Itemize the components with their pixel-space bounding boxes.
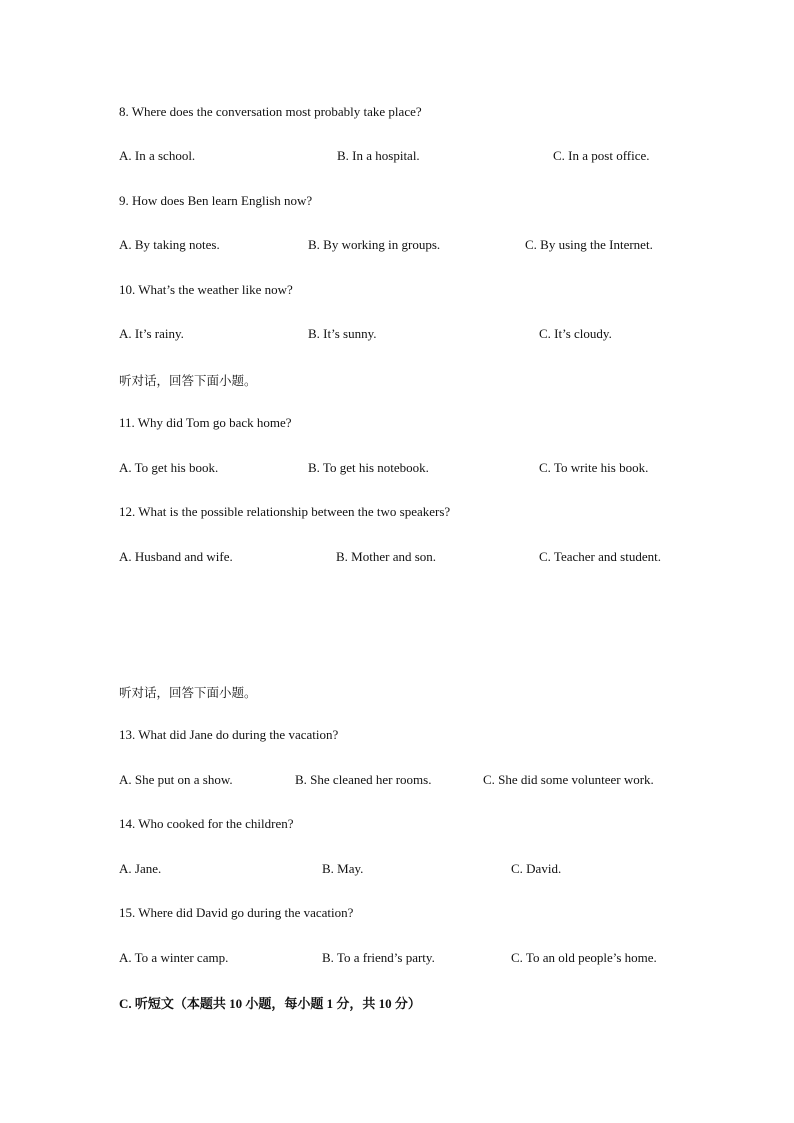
q8-option-c: C. In a post office. bbox=[553, 148, 650, 163]
listening-instruction: 听对话，回答下面小题。 bbox=[119, 685, 257, 700]
q12-option-c: C. Teacher and student. bbox=[539, 549, 661, 564]
q10-option-c: C. It’s cloudy. bbox=[539, 326, 612, 341]
q15-option-b: B. To a friend’s party. bbox=[322, 950, 435, 965]
question-14: 14. Who cooked for the children? bbox=[119, 816, 294, 831]
question-11: 11. Why did Tom go back home? bbox=[119, 415, 292, 430]
section-c-heading: C. 听短文（本题共 10 小题，每小题 1 分，共 10 分） bbox=[119, 996, 421, 1011]
question-15: 15. Where did David go during the vacation? bbox=[119, 905, 354, 920]
question-10: 10. What’s the weather like now? bbox=[119, 282, 293, 297]
q11-option-a: A. To get his book. bbox=[119, 460, 219, 475]
q13-option-a: A. She put on a show. bbox=[119, 772, 233, 787]
q13-option-b: B. She cleaned her rooms. bbox=[295, 772, 432, 787]
q13-option-c: C. She did some volunteer work. bbox=[483, 772, 654, 787]
q8-option-b: B. In a hospital. bbox=[337, 148, 420, 163]
q11-option-b: B. To get his notebook. bbox=[308, 460, 429, 475]
q8-option-a: A. In a school. bbox=[119, 148, 196, 163]
q11-option-c: C. To write his book. bbox=[539, 460, 649, 475]
question-9: 9. How does Ben learn English now? bbox=[119, 193, 313, 208]
q14-option-b: B. May. bbox=[322, 861, 364, 876]
q9-option-b: B. By working in groups. bbox=[308, 237, 441, 252]
q12-option-a: A. Husband and wife. bbox=[119, 549, 233, 564]
listening-instruction: 听对话，回答下面小题。 bbox=[119, 373, 257, 388]
question-12: 12. What is the possible relationship between the two speakers? bbox=[119, 504, 451, 519]
q15-option-a: A. To a winter camp. bbox=[119, 950, 229, 965]
q12-option-b: B. Mother and son. bbox=[336, 549, 437, 564]
q14-option-a: A. Jane. bbox=[119, 861, 162, 876]
q10-option-a: A. It’s rainy. bbox=[119, 326, 184, 341]
q9-option-a: A. By taking notes. bbox=[119, 237, 220, 252]
q9-option-c: C. By using the Internet. bbox=[525, 237, 653, 252]
q10-option-b: B. It’s sunny. bbox=[308, 326, 377, 341]
question-13: 13. What did Jane do during the vacation? bbox=[119, 727, 339, 742]
q14-option-c: C. David. bbox=[511, 861, 562, 876]
question-8: 8. Where does the conversation most probably take place? bbox=[119, 104, 422, 119]
q15-option-c: C. To an old people’s home. bbox=[511, 950, 657, 965]
